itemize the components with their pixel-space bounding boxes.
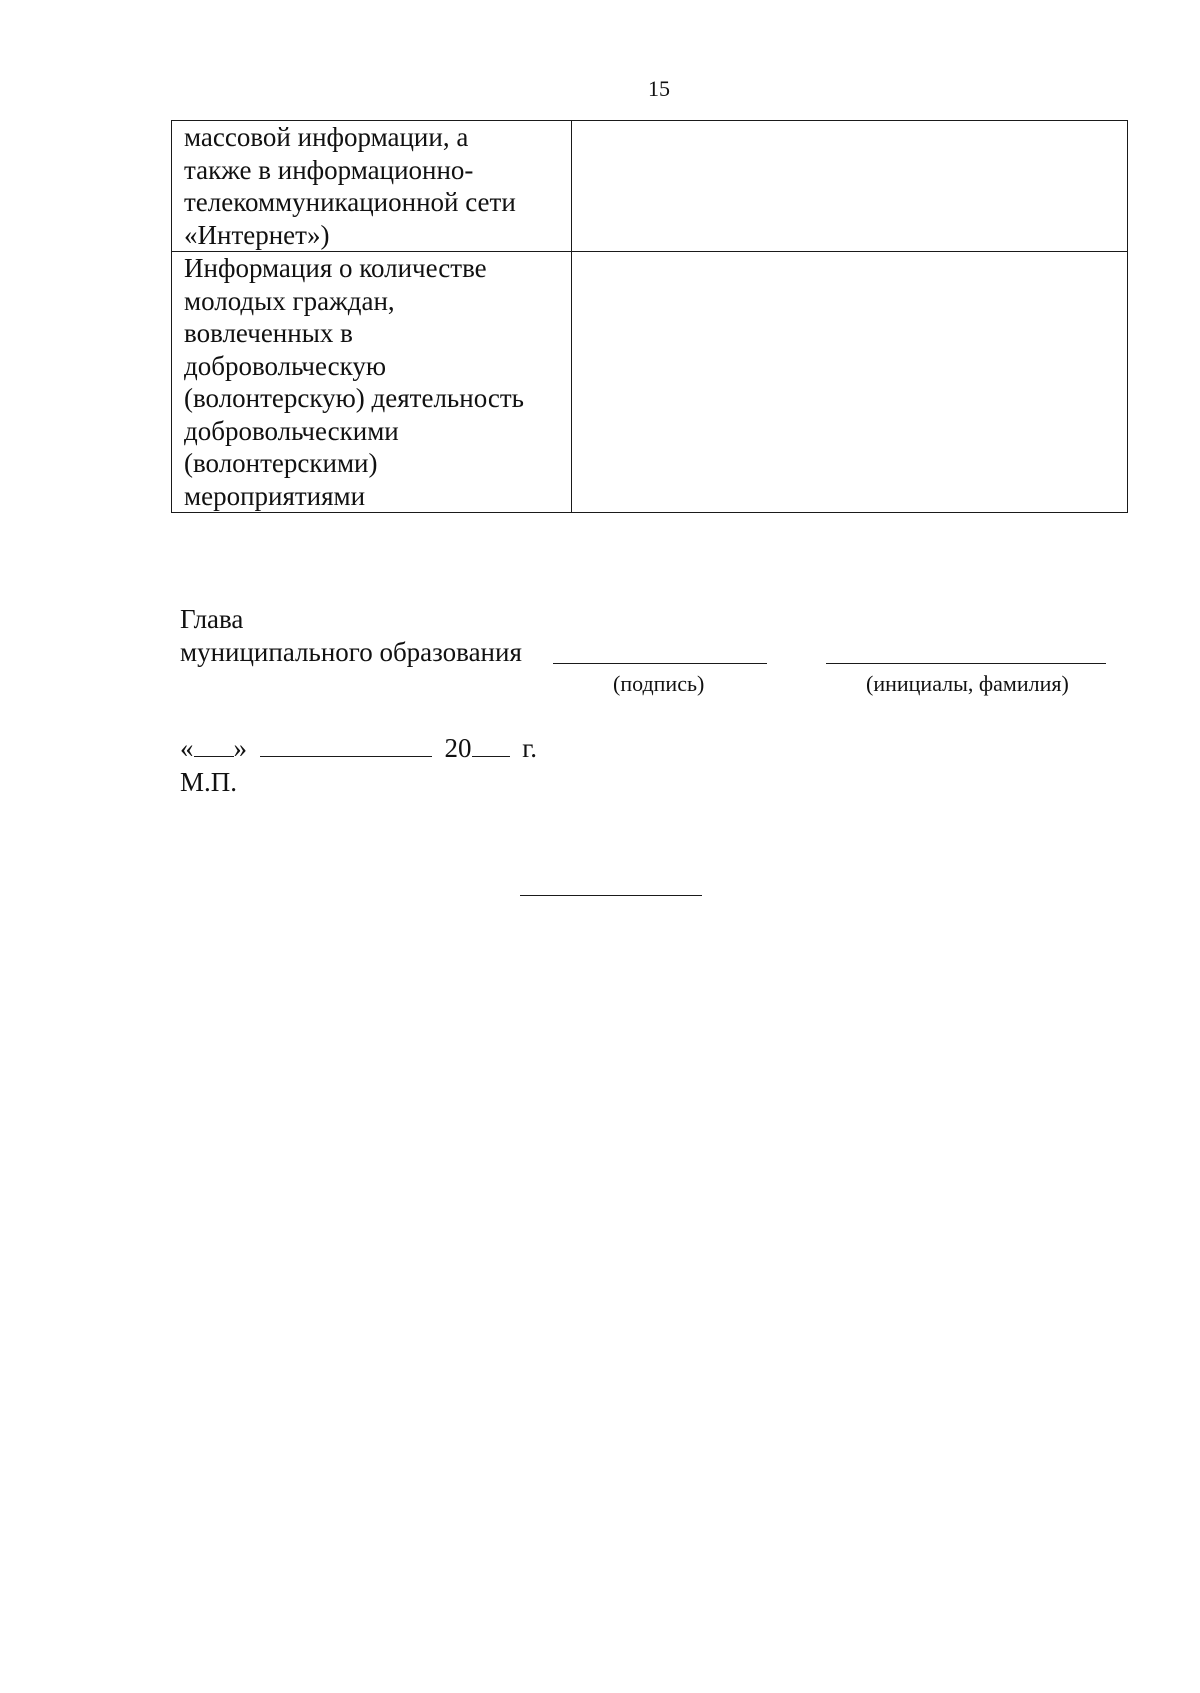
indicator-text-line: добровольческими [184, 415, 399, 446]
stamp-label: М.П. [180, 767, 238, 797]
indicator-cell [172, 121, 572, 252]
indicator-text-line: вовлеченных в [184, 318, 353, 348]
year-suffix: г. [522, 733, 538, 763]
indicator-text-line: (волонтерскую) деятельность [184, 383, 524, 413]
table-row [172, 121, 1128, 252]
indicator-text-line: «Интернет») [184, 219, 330, 250]
month-blank [260, 734, 432, 757]
date-open-quote: « [180, 733, 194, 763]
indicator-cell [172, 252, 572, 513]
name-line [826, 663, 1106, 664]
table-row [172, 252, 1128, 513]
year-blank [472, 734, 510, 757]
indicator-text-line: массовой информации, а [184, 122, 469, 152]
indicator-text-line: телекоммуникационной сети [184, 187, 516, 217]
indicator-text-line: добровольческую [184, 350, 387, 381]
indicator-text-line: также в информационно- [184, 154, 474, 185]
value-cell [572, 252, 1128, 513]
value-cell [572, 121, 1128, 252]
report-table-body [172, 121, 1128, 513]
name-caption: (инициалы, фамилия) [866, 671, 1069, 696]
head-label: Глава [180, 604, 244, 634]
year-prefix: 20 [444, 733, 472, 763]
indicator-text-line: Информация о количестве [184, 253, 487, 283]
indicator-text-line: мероприятиями [184, 480, 366, 511]
indicator-text-line: молодых граждан, [184, 285, 395, 316]
date-close-quote: » [233, 733, 247, 763]
page-number: 15 [648, 76, 670, 101]
day-blank [194, 734, 234, 757]
signature-line [553, 663, 767, 664]
indicator-text-line: (волонтерскими) [184, 448, 378, 478]
org-label: муниципального образования [180, 637, 522, 667]
signature-caption: (подпись) [613, 671, 705, 696]
end-rule [520, 895, 702, 896]
report-table [171, 120, 1128, 513]
date-row [180, 732, 537, 764]
